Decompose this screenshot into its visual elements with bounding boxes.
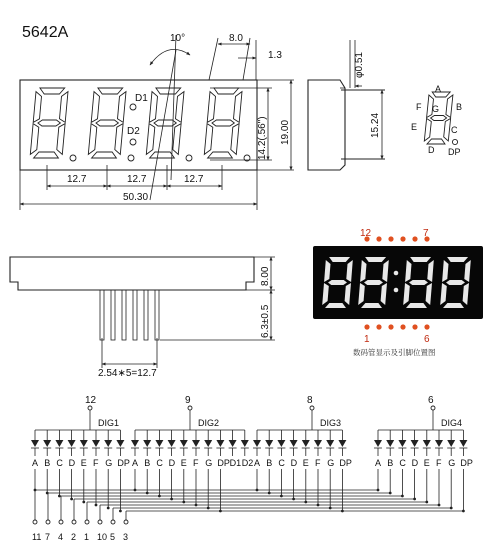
legend-label-b: B xyxy=(456,102,463,112)
led-diode-symbol xyxy=(168,440,176,447)
segment-label: B xyxy=(266,458,273,468)
legend-label-e: E xyxy=(411,122,418,132)
segment-label: G xyxy=(448,458,456,468)
front-view xyxy=(20,33,294,210)
segment-pin-terminal xyxy=(111,520,115,524)
segment-label: C xyxy=(399,458,406,468)
legend-segment-d xyxy=(427,139,445,144)
legend-digit-outline xyxy=(424,92,453,144)
pitch-label-2: 12.7 xyxy=(127,174,147,185)
legend-label-d: D xyxy=(428,145,435,155)
common-pin-number: 9 xyxy=(185,395,191,406)
body-height-label: 19.00 xyxy=(280,119,291,145)
led-diode-symbol xyxy=(302,440,310,447)
segment-pin-terminal xyxy=(59,520,63,524)
led-diode-symbol xyxy=(216,440,224,447)
segment-label: F xyxy=(93,458,99,468)
segment-label: G xyxy=(105,458,113,468)
led-diode-symbol xyxy=(143,440,151,447)
legend-label-a: A xyxy=(435,84,442,94)
front-digit-1-dp xyxy=(70,155,76,161)
segment-pin-number: 10 xyxy=(97,532,108,542)
photo-bottom-pin xyxy=(376,324,381,329)
legend-label-f: F xyxy=(416,102,422,112)
front-digit-3-dp xyxy=(186,155,192,161)
led-diode-symbol xyxy=(411,440,419,447)
led-diode-symbol xyxy=(104,440,112,447)
side-view xyxy=(308,40,385,170)
led-diode-symbol xyxy=(192,440,200,447)
bottom-pin xyxy=(144,290,148,340)
segment-label: D xyxy=(290,458,298,468)
digit-label: DIG1 xyxy=(98,418,120,428)
segment-label: C xyxy=(56,458,63,468)
front-digit-2-segment-d xyxy=(92,152,117,158)
pitch-label-3: 12.7 xyxy=(184,174,204,185)
segment-label: D xyxy=(68,458,76,468)
led-diode-symbol xyxy=(326,440,334,447)
led-diode-symbol xyxy=(423,440,431,447)
led-diode-symbol xyxy=(80,440,88,447)
front-digit-3-segment-d xyxy=(150,152,175,158)
led-diode-symbol xyxy=(116,440,124,447)
photo-bottom-pin xyxy=(412,324,417,329)
segment-label: A xyxy=(254,458,261,468)
photo-top-pin xyxy=(412,236,417,241)
pin-schematic xyxy=(31,395,473,542)
part-number-title: 5642A xyxy=(22,24,69,41)
legend-label-c: C xyxy=(451,125,458,135)
photo-pin-1: 1 xyxy=(364,334,370,345)
segment-label: D xyxy=(411,458,419,468)
segment-pin-terminal xyxy=(46,520,50,524)
led-diode-symbol xyxy=(229,440,237,447)
common-pin-terminal xyxy=(188,406,192,410)
segment-label: B xyxy=(387,458,394,468)
gap-label: 1.3 xyxy=(268,50,282,61)
segment-label: B xyxy=(44,458,51,468)
photo-bottom-pin xyxy=(364,324,369,329)
front-digit-4-segment-f xyxy=(207,92,215,123)
pin-length-label: 6.3±0.5 xyxy=(260,304,271,338)
segment-pin-terminal xyxy=(33,520,37,524)
segment-label: D2 xyxy=(241,458,254,468)
segment-label: C xyxy=(278,458,285,468)
photo-pin-7: 7 xyxy=(423,228,429,239)
segment-pin-number: 5 xyxy=(110,532,116,542)
front-digit-4-segment-d xyxy=(208,152,233,158)
segment-pin-number: 1 xyxy=(84,532,90,542)
segment-label: DP xyxy=(117,458,130,468)
photo-colon-bottom xyxy=(394,288,399,293)
legend-dp-dot xyxy=(452,139,457,144)
common-pin-terminal xyxy=(431,406,435,410)
segment-label: D xyxy=(168,458,176,468)
common-pin-number: 12 xyxy=(85,395,97,406)
segment-label: E xyxy=(180,458,187,468)
side-body-outline xyxy=(308,80,345,170)
front-digit-2-segment-e xyxy=(88,124,97,155)
led-diode-symbol xyxy=(92,440,100,447)
segment-label: E xyxy=(80,458,87,468)
photo-bottom-pin xyxy=(424,324,429,329)
segment-pin-terminal xyxy=(98,520,102,524)
segment-label: G xyxy=(205,458,213,468)
segment-label: A xyxy=(375,458,382,468)
photo-top-pin xyxy=(376,236,381,241)
segment-label: F xyxy=(193,458,199,468)
segment-label: A xyxy=(32,458,39,468)
front-digit-4-segment-c xyxy=(231,124,239,155)
bottom-pin xyxy=(122,290,126,340)
common-pin-terminal xyxy=(88,406,92,410)
digit-label: DIG3 xyxy=(320,418,342,428)
pitch-label-1: 12.7 xyxy=(67,174,87,185)
segment-label: G xyxy=(327,458,335,468)
front-digit-2-segment-a xyxy=(98,88,123,94)
segment-label: E xyxy=(423,458,430,468)
bottom-view xyxy=(10,257,275,379)
segment-pin-number: 3 xyxy=(123,532,129,542)
led-diode-symbol xyxy=(314,440,322,447)
front-digit-4-segment-a xyxy=(214,88,239,94)
segment-pin-number: 4 xyxy=(58,532,64,542)
pin-pitch-label: 2.54∗5=12.7 xyxy=(98,368,157,379)
led-diode-symbol xyxy=(338,440,346,447)
led-diode-symbol xyxy=(374,440,382,447)
display-photo xyxy=(313,228,483,357)
led-diode-symbol xyxy=(55,440,63,447)
legend-segment-b xyxy=(446,95,453,118)
photo-digit-4-segment-g xyxy=(446,280,465,285)
digit-label: DIG2 xyxy=(198,418,220,428)
segment-label: DP xyxy=(460,458,473,468)
segment-label: A xyxy=(132,458,139,468)
photo-bottom-pin xyxy=(400,324,405,329)
legend-segment-g xyxy=(431,116,447,121)
segment-pin-number: 2 xyxy=(71,532,77,542)
front-digit-2-segment-c xyxy=(115,124,123,155)
photo-digit-1-segment-g xyxy=(328,280,347,285)
front-digit-4-segment-g xyxy=(212,120,234,126)
led-diode-symbol xyxy=(241,440,249,447)
digit-width-label: 8.0 xyxy=(229,33,243,44)
led-diode-symbol xyxy=(180,440,188,447)
led-diode-symbol xyxy=(31,440,39,447)
digit-label: DIG4 xyxy=(441,418,463,428)
segment-legend xyxy=(411,84,462,157)
bottom-body-outline xyxy=(10,257,254,290)
led-diode-symbol xyxy=(277,440,285,447)
led-diode-symbol xyxy=(253,440,261,447)
photo-digit-2-segment-g xyxy=(364,280,383,285)
led-diode-symbol xyxy=(459,440,467,447)
colon-d1-label: D1 xyxy=(135,93,148,104)
front-digit-1-segment-g xyxy=(38,120,61,126)
angle-arc xyxy=(150,49,190,65)
pin-row-spacing-label: 15.24 xyxy=(370,112,381,138)
segment-label: F xyxy=(315,458,321,468)
front-digit-1-segment-f xyxy=(33,92,41,123)
segment-label: C xyxy=(156,458,163,468)
common-pin-number: 8 xyxy=(307,395,313,406)
colon-d1-dot xyxy=(130,104,136,110)
photo-colon-top xyxy=(394,271,399,276)
bottom-pin xyxy=(100,290,104,340)
front-digit-2-segment-b xyxy=(118,92,127,123)
common-pin-number: 6 xyxy=(428,395,434,406)
led-diode-symbol xyxy=(204,440,212,447)
total-width-label: 50.30 xyxy=(123,192,149,203)
front-digit-4-segment-b xyxy=(234,92,243,123)
photo-top-pin xyxy=(388,236,393,241)
segment-label: F xyxy=(436,458,442,468)
wire-junction xyxy=(107,507,110,510)
front-digit-3-segment-f xyxy=(149,92,157,123)
led-diode-symbol xyxy=(386,440,394,447)
legend-segment-e xyxy=(424,119,431,142)
segment-label: E xyxy=(302,458,309,468)
wire-junction xyxy=(95,504,98,507)
front-digit-3-segment-b xyxy=(176,92,185,123)
colon-d2-label: D2 xyxy=(127,126,140,137)
led-diode-symbol xyxy=(290,440,298,447)
led-diode-symbol xyxy=(131,440,139,447)
led-diode-symbol xyxy=(265,440,273,447)
front-digit-2-segment-g xyxy=(96,120,118,126)
segment-pin-number: 11 xyxy=(32,532,42,542)
photo-top-pin xyxy=(400,236,405,241)
segment-pin-terminal xyxy=(85,520,89,524)
wire-junction xyxy=(58,495,61,498)
photo-pin-6: 6 xyxy=(424,334,430,345)
segment-pin-terminal xyxy=(124,520,128,524)
legend-label-g: G xyxy=(432,104,440,114)
bottom-pin xyxy=(111,290,115,340)
photo-bottom-pin xyxy=(388,324,393,329)
segment-label: D1 xyxy=(229,458,242,468)
led-diode-symbol xyxy=(155,440,163,447)
led-diode-symbol xyxy=(398,440,406,447)
segment-pin-terminal xyxy=(72,520,76,524)
angle-label: 10° xyxy=(170,33,186,44)
legend-segment-c xyxy=(444,119,451,142)
photo-caption: 数码管显示及引脚位置图 xyxy=(353,348,436,357)
front-digit-1-segment-d xyxy=(34,152,59,158)
photo-digit-3-segment-g xyxy=(409,280,428,285)
segment-label: DP xyxy=(217,458,230,468)
width-ext-left xyxy=(209,38,218,80)
front-digit-1-segment-c xyxy=(57,124,65,155)
front-digit-4-segment-e xyxy=(204,124,213,155)
front-digit-2-segment-f xyxy=(91,92,99,123)
front-digit-1-segment-e xyxy=(30,124,39,155)
wire-junction xyxy=(119,510,122,513)
front-digit-2-dp xyxy=(128,155,134,161)
wire-junction xyxy=(70,498,73,501)
photo-pin-12: 12 xyxy=(360,228,372,239)
segment-label: DP xyxy=(339,458,352,468)
wire-junction xyxy=(82,501,85,504)
segment-pin-number: 7 xyxy=(45,532,51,542)
pin-diameter-label: φ0.51 xyxy=(354,52,365,78)
legend-label-dp: DP xyxy=(448,147,461,157)
digit-height-label: 14.2(.56") xyxy=(257,116,268,160)
colon-d2-dot xyxy=(130,139,136,145)
common-pin-terminal xyxy=(310,406,314,410)
bottom-pin xyxy=(133,290,137,340)
bottom-height-label: 8.00 xyxy=(260,266,271,286)
led-diode-symbol xyxy=(68,440,76,447)
front-digit-1-segment-a xyxy=(40,88,65,94)
front-digit-3-segment-e xyxy=(146,124,155,155)
led-diode-symbol xyxy=(43,440,51,447)
front-digit-1-segment-b xyxy=(60,92,69,123)
led-diode-symbol xyxy=(447,440,455,447)
bottom-pins xyxy=(100,290,159,340)
front-digit-3-segment-c xyxy=(173,124,181,155)
segment-label: B xyxy=(144,458,151,468)
bottom-pin xyxy=(155,290,159,340)
led-diode-symbol xyxy=(435,440,443,447)
